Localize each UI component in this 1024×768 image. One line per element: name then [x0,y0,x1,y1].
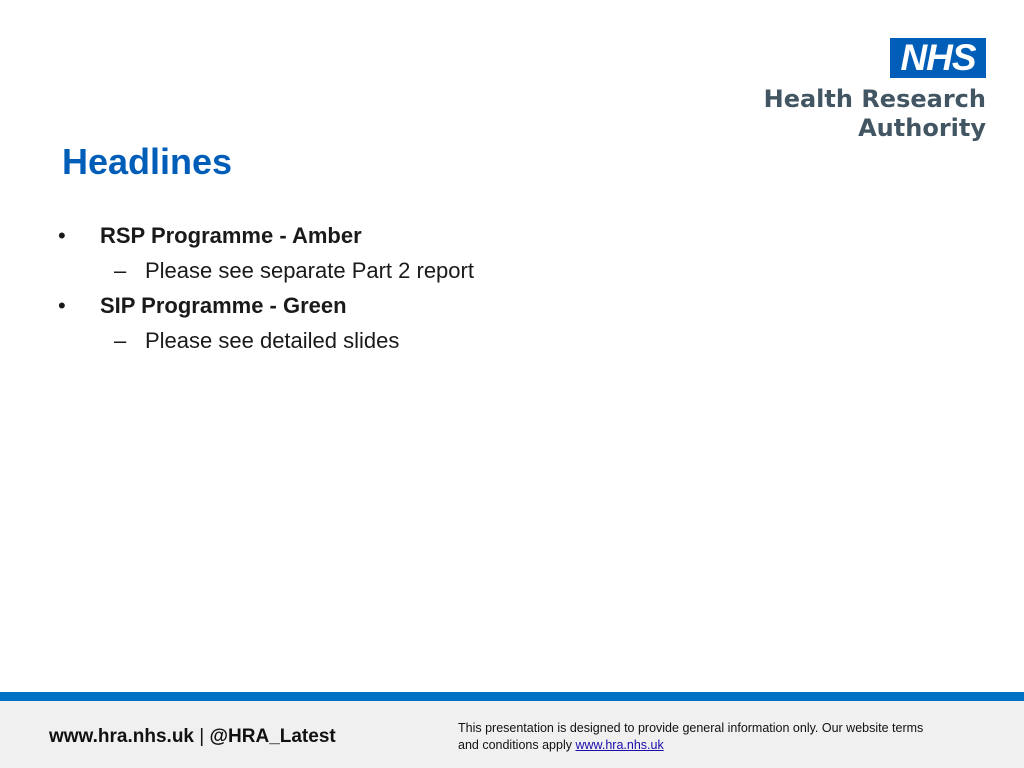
nhs-hra-logo [763,37,986,146]
footer [0,701,1024,768]
disclaimer-website-link[interactable]: www.hra.nhs.uk [575,738,664,752]
disclaimer-line2 [458,737,998,754]
disclaimer-line1: This presentation is designed to provide general information only. Our website terms [458,721,924,735]
bullet-marker: • [58,223,66,248]
footer-disclaimer [458,720,998,754]
bullet-item [56,218,756,253]
bullet-text: SIP Programme - Green [100,293,347,318]
org-name-line1: Health Research [763,85,986,113]
bullet-marker: • [58,293,66,318]
sub-bullet-item [56,323,756,358]
sub-bullet-item [56,253,756,288]
footer-separator: | [199,726,205,747]
org-name-line2: Authority [858,114,986,142]
footer-website: www.hra.nhs.uk [49,726,194,747]
nhs-logo-box: NHS [890,38,986,78]
slide-title: Headlines [62,141,233,182]
footer-accent-bar [0,692,1024,701]
disclaimer-line2-text: and conditions apply [458,738,572,752]
footer-twitter-handle: @HRA_Latest [209,726,336,747]
sub-bullet-text: Please see detailed slides [145,328,400,353]
bullet-list [56,218,756,358]
bullet-item [56,288,756,323]
sub-bullet-marker: – [114,258,127,283]
bullet-text: RSP Programme - Amber [100,223,362,248]
footer-contact [49,725,336,749]
sub-bullet-text: Please see separate Part 2 report [145,258,474,283]
sub-bullet-marker: – [114,328,127,353]
